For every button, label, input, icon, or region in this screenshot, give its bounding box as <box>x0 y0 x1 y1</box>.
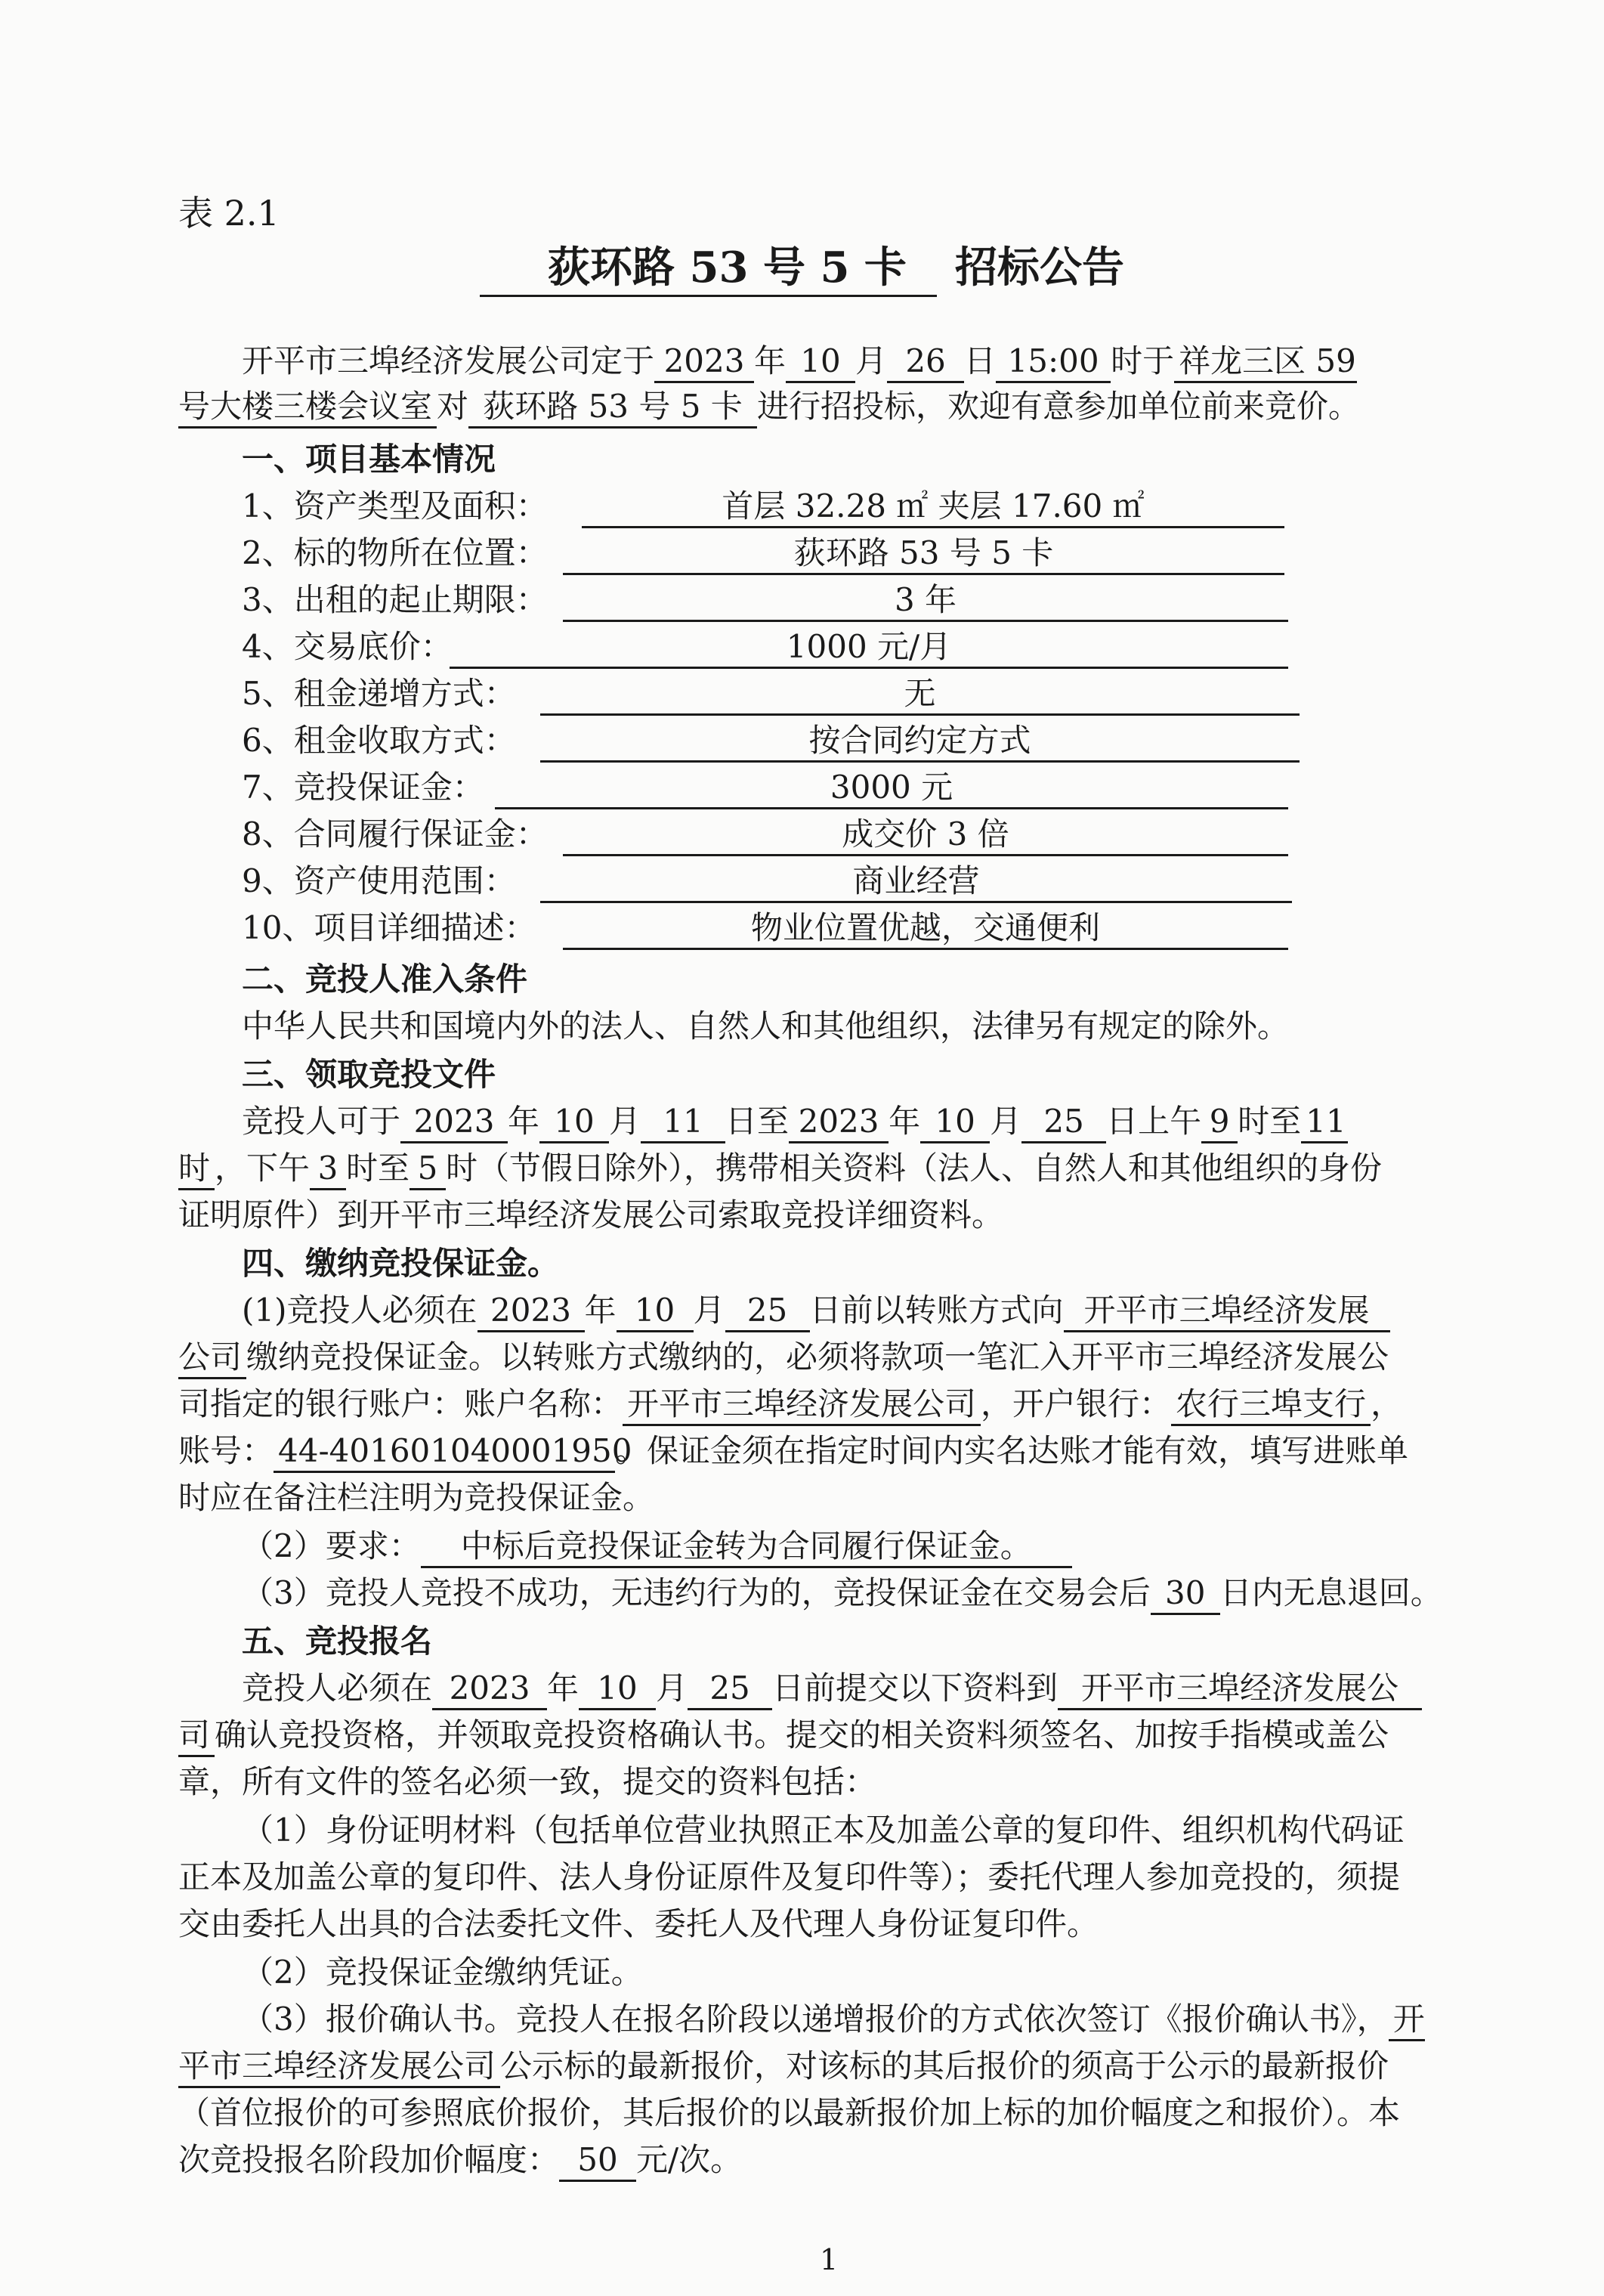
section-1-heading: 一、项目基本情况 <box>242 441 496 478</box>
intro-line-2: 号大楼三楼会议室 对 荻环路 53 号 5 卡 进行招投标，欢迎有意参加单位前来竞价。 <box>178 387 1360 429</box>
section-3-line-2: 时 ，下午 3 时至 5 时（节假日除外），携带相关资料（法人、自然人和其他组织的身份 <box>178 1149 1382 1190</box>
item-value: 成交价 3 倍 <box>563 815 1288 856</box>
section-4-refund: （3）竞投人竞投不成功，无违约行为的，竞投保证金在交易会后 30 日内无息退回。 <box>242 1573 1442 1615</box>
section-4-heading: 四、缴纳竞投保证金。 <box>242 1245 560 1282</box>
item-value: 荻环路 53 号 5 卡 <box>563 534 1284 575</box>
section-5-item-2: （2）竞投保证金缴纳凭证。 <box>242 1954 643 1991</box>
section-2-text: 中华人民共和国境内外的法人、自然人和其他组织，法律另有规定的除外。 <box>242 1007 1290 1044</box>
section-5-item-3d: 次竞投报名阶段加价幅度： 50 元/次。 <box>178 2140 742 2182</box>
item-value: 物业位置优越，交通便利 <box>563 908 1288 950</box>
item-value: 无 <box>540 674 1300 716</box>
item-label: 6、租金收取方式： <box>242 722 516 759</box>
item-label: 3、出租的起止期限： <box>242 581 548 618</box>
item-label: 7、竞投保证金： <box>242 769 484 806</box>
page-title <box>0 234 1604 297</box>
section-5-item-1b: 正本及加盖公章的复印件、法人身份证原件及复印件等）；委托代理人参加竞投的，须提 <box>178 1858 1401 1895</box>
section-5-line-3: 章，所有文件的签名必须一致，提交的资料包括： <box>178 1763 877 1800</box>
section-5-line-2: 司 确认竞投资格，并领取竞投资格确认书。提交的相关资料须签名、加按手指模或盖公 <box>178 1716 1389 1757</box>
item-value: 商业经营 <box>540 862 1292 903</box>
section-4-line-3: 司指定的银行账户：账户名称： 开平市三埠经济发展公司 ，开户银行： 农行三埠支行 ， <box>178 1385 1402 1426</box>
section-5-item-3c: （首位报价的可参照底价报价，其后报价的以最新报价加上标的加价幅度之和报价）。本 <box>178 2094 1401 2131</box>
item-value: 首层 32.28 ㎡ 夹层 17.60 ㎡ <box>582 487 1284 528</box>
section-4-line-5: 时应在备注栏注明为竞投保证金。 <box>178 1479 655 1516</box>
item-value: 3000 元 <box>495 768 1288 809</box>
item-label: 10、项目详细描述： <box>242 909 536 946</box>
title-suffix: 招标公告 <box>954 243 1124 292</box>
title-subject: 荻环路 53 号 5 卡 <box>480 234 937 297</box>
section-3-line-1: 竞投人可于 2023 年 10 月 11 日至 2023 年 10 月 25 日上午 9 时至 11 <box>242 1102 1348 1143</box>
section-4-line-2: 公司 缴纳竞投保证金。以转账方式缴纳的，必须将款项一笔汇入开平市三埠经济发展公 <box>178 1338 1389 1379</box>
section-5-heading: 五、竞投报名 <box>242 1623 433 1660</box>
item-value: 3 年 <box>563 580 1288 622</box>
intro-line-1: 开平市三埠经济发展公司定于 2023 年 10 月 26 日 15:00 时于 祥龙三区 59 <box>242 342 1357 383</box>
section-5-line-1: 竞投人必须在 2023 年 10 月 25 日前提交以下资料到 开平市三埠经济发展公 <box>242 1669 1422 1710</box>
item-label: 8、合同履行保证金： <box>242 815 548 852</box>
item-label: 2、标的物所在位置： <box>242 534 548 571</box>
section-5-item-1c: 交由委托人出具的合法委托文件、委托人及代理人身份证复印件。 <box>178 1905 1099 1942</box>
section-2-heading: 二、竞投人准入条件 <box>242 961 528 998</box>
section-4-requirement: （2）要求： 中标后竞投保证金转为合同履行保证金。 <box>242 1527 1072 1568</box>
section-5-item-1a: （1）身份证明材料（包括单位营业执照正本及加盖公章的复印件、组织机构代码证 <box>242 1812 1405 1849</box>
item-label: 9、资产使用范围： <box>242 862 516 899</box>
item-value: 1000 元/月 <box>450 627 1288 669</box>
page-number: 1 <box>820 2243 839 2276</box>
item-label: 4、交易底价： <box>242 628 453 665</box>
section-5-item-3b: 平市三埠经济发展公司 公示标的最新报价，对该标的其后报价的须高于公示的最新报价 <box>178 2047 1389 2088</box>
section-3-heading: 三、领取竞投文件 <box>242 1056 496 1093</box>
section-4-line-4: 账号： 44-401601040001950。保证金须在指定时间内实名达账才能有效，填写进账单 <box>178 1431 1408 1473</box>
item-label: 5、租金递增方式： <box>242 675 516 712</box>
item-label: 1、资产类型及面积： <box>242 487 548 524</box>
section-3-line-3: 证明原件）到开平市三埠经济发展公司索取竞投详细资料。 <box>178 1196 1004 1233</box>
section-4-line-1: (1)竞投人必须在 2023 年 10 月 25 日前以转账方式向 开平市三埠经济发展 <box>242 1291 1390 1332</box>
form-label: 表 2.1 <box>178 193 280 234</box>
item-value: 按合同约定方式 <box>540 721 1300 763</box>
section-5-item-3a: （3）报价确认书。竞投人在报名阶段以递增报价的方式依次签订《报价确认书》， 开 <box>242 2000 1425 2041</box>
